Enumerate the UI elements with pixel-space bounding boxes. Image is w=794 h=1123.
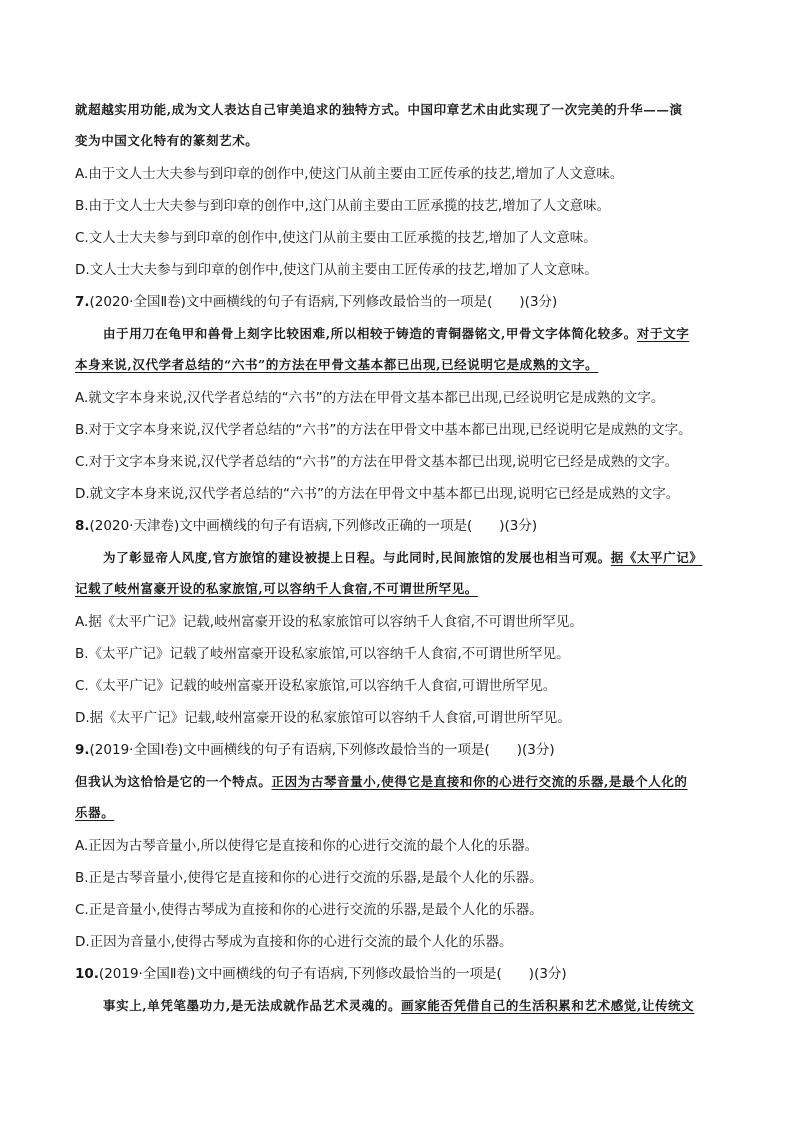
passage-line: 事实上,单凭笔墨功力,是无法成就作品艺术灵魂的。画家能否凭借自己的生活积累和艺术感觉,让传统文 xyxy=(103,998,695,1013)
option-d: D.据《太平广记》记载,岐州富豪开设的私家旅馆可以容纳千人食宿,可谓世所罕见。 xyxy=(75,710,571,726)
underlined-sentence: 正因为古琴音量小,使得它是直接和你的心进行交流的乐器,是最个人化的 xyxy=(271,774,688,789)
passage-line: 由于用刀在龟甲和兽骨上刻字比较困难,所以相较于铸造的青铜器铭文,甲骨文字体简化较多。对于文字 xyxy=(103,326,690,341)
option-c: C.《太平广记》记载的岐州富豪开设私家旅馆,可以容纳千人食宿,可谓世所罕见。 xyxy=(75,678,557,694)
underlined-sentence: 画家能否凭借自己的生活积累和艺术感觉,让传统文 xyxy=(401,998,695,1013)
question-heading: 10.(2019·全国Ⅱ卷)文中画横线的句子有语病,下列修改最恰当的一项是( )(3分) xyxy=(75,966,567,982)
passage-line xyxy=(75,803,114,823)
passage-line: 变为中国文化特有的篆刻艺术。 xyxy=(75,133,259,148)
option-d: D.文人士大夫参与到印章的创作中,使这门从前主要由工匠传承的技艺,增加了人文意味。 xyxy=(75,262,598,278)
option-d: D.就文字本身来说,汉代学者总结的“六书”的方法在甲骨文中基本都已出现,说明它已经是成熟的文字。 xyxy=(75,486,680,502)
option-b: B.《太平广记》记载了岐州富豪开设私家旅馆,可以容纳千人食宿,不可谓世所罕见。 xyxy=(75,646,570,662)
question-heading: 9.(2019·全国Ⅰ卷)文中画横线的句子有语病,下列修改最恰当的一项是( )(3分) xyxy=(75,742,555,758)
option-c: C.对于文字本身来说,汉代学者总结的“六书”的方法在甲骨文基本都已出现,说明它已经是成熟的文字。 xyxy=(75,454,679,470)
question-heading: 7.(2020·全国Ⅱ卷)文中画横线的句子有语病,下列修改最恰当的一项是( )(3分) xyxy=(75,294,558,310)
option-d: D.正因为音量小,使得古琴成为直接和你的心进行交流的最个人化的乐器。 xyxy=(75,934,513,950)
option-c: C.正是音量小,使得古琴成为直接和你的心进行交流的乐器,是最个人化的乐器。 xyxy=(75,902,543,918)
question-heading: 8.(2020·天津卷)文中画横线的句子有语病,下列修改正确的一项是( )(3分) xyxy=(75,518,538,534)
passage-line: 但我认为这恰恰是它的一个特点。正因为古琴音量小,使得它是直接和你的心进行交流的乐器,是最个人化的 xyxy=(75,774,688,789)
underlined-sentence: 本身来说,汉代学者总结的“六书”的方法在甲骨文基本都已出现,已经说明它是成熟的文字。 xyxy=(75,357,599,372)
option-a: A.据《太平广记》记载,岐州富豪开设的私家旅馆可以容纳千人食宿,不可谓世所罕见。 xyxy=(75,614,583,630)
option-a: A.就文字本身来说,汉代学者总结的“六书”的方法在甲骨文基本都已出现,已经说明它是成熟的文字。 xyxy=(75,390,665,406)
option-a: A.正因为古琴音量小,所以使得它是直接和你的心进行交流的最个人化的乐器。 xyxy=(75,838,539,854)
passage-line xyxy=(75,355,598,375)
underlined-sentence: 记载了岐州富豪开设的私家旅馆,可以容纳千人食宿,不可谓世所罕见。 xyxy=(75,581,478,596)
passage-line xyxy=(75,579,478,599)
underlined-sentence: 乐器。 xyxy=(75,805,115,820)
option-b: B.由于文人士大夫参与到印章的创作中,这门从前主要由工匠承揽的技艺,增加了人文意味。 xyxy=(75,198,611,214)
underlined-sentence: 据《太平广记》 xyxy=(610,550,703,565)
passage-line: 就超越实用功能,成为文人表达自己审美追求的独特方式。中国印章艺术由此实现了一次完美的升华——演 xyxy=(75,102,683,117)
option-b: B.正是古琴音量小,使得它是直接和你的心进行交流的乐器,是最个人化的乐器。 xyxy=(75,870,543,886)
option-a: A.由于文人士大夫参与到印章的创作中,使这门从前主要由工匠传承的技艺,增加了人文意味。 xyxy=(75,166,624,182)
passage-line: 为了彰显帝人风度,官方旅馆的建设被提上日程。与此同时,民间旅馆的发展也相当可观。据《太平广记》 xyxy=(103,550,703,565)
option-b: B.对于文字本身来说,汉代学者总结的“六书”的方法在甲骨文中基本都已出现,已经说明它是成熟的文字。 xyxy=(75,422,692,438)
option-c: C.文人士大夫参与到印章的创作中,使这门从前主要由工匠承揽的技艺,增加了人文意味。 xyxy=(75,230,597,246)
underlined-sentence: 对于文字 xyxy=(636,326,690,341)
